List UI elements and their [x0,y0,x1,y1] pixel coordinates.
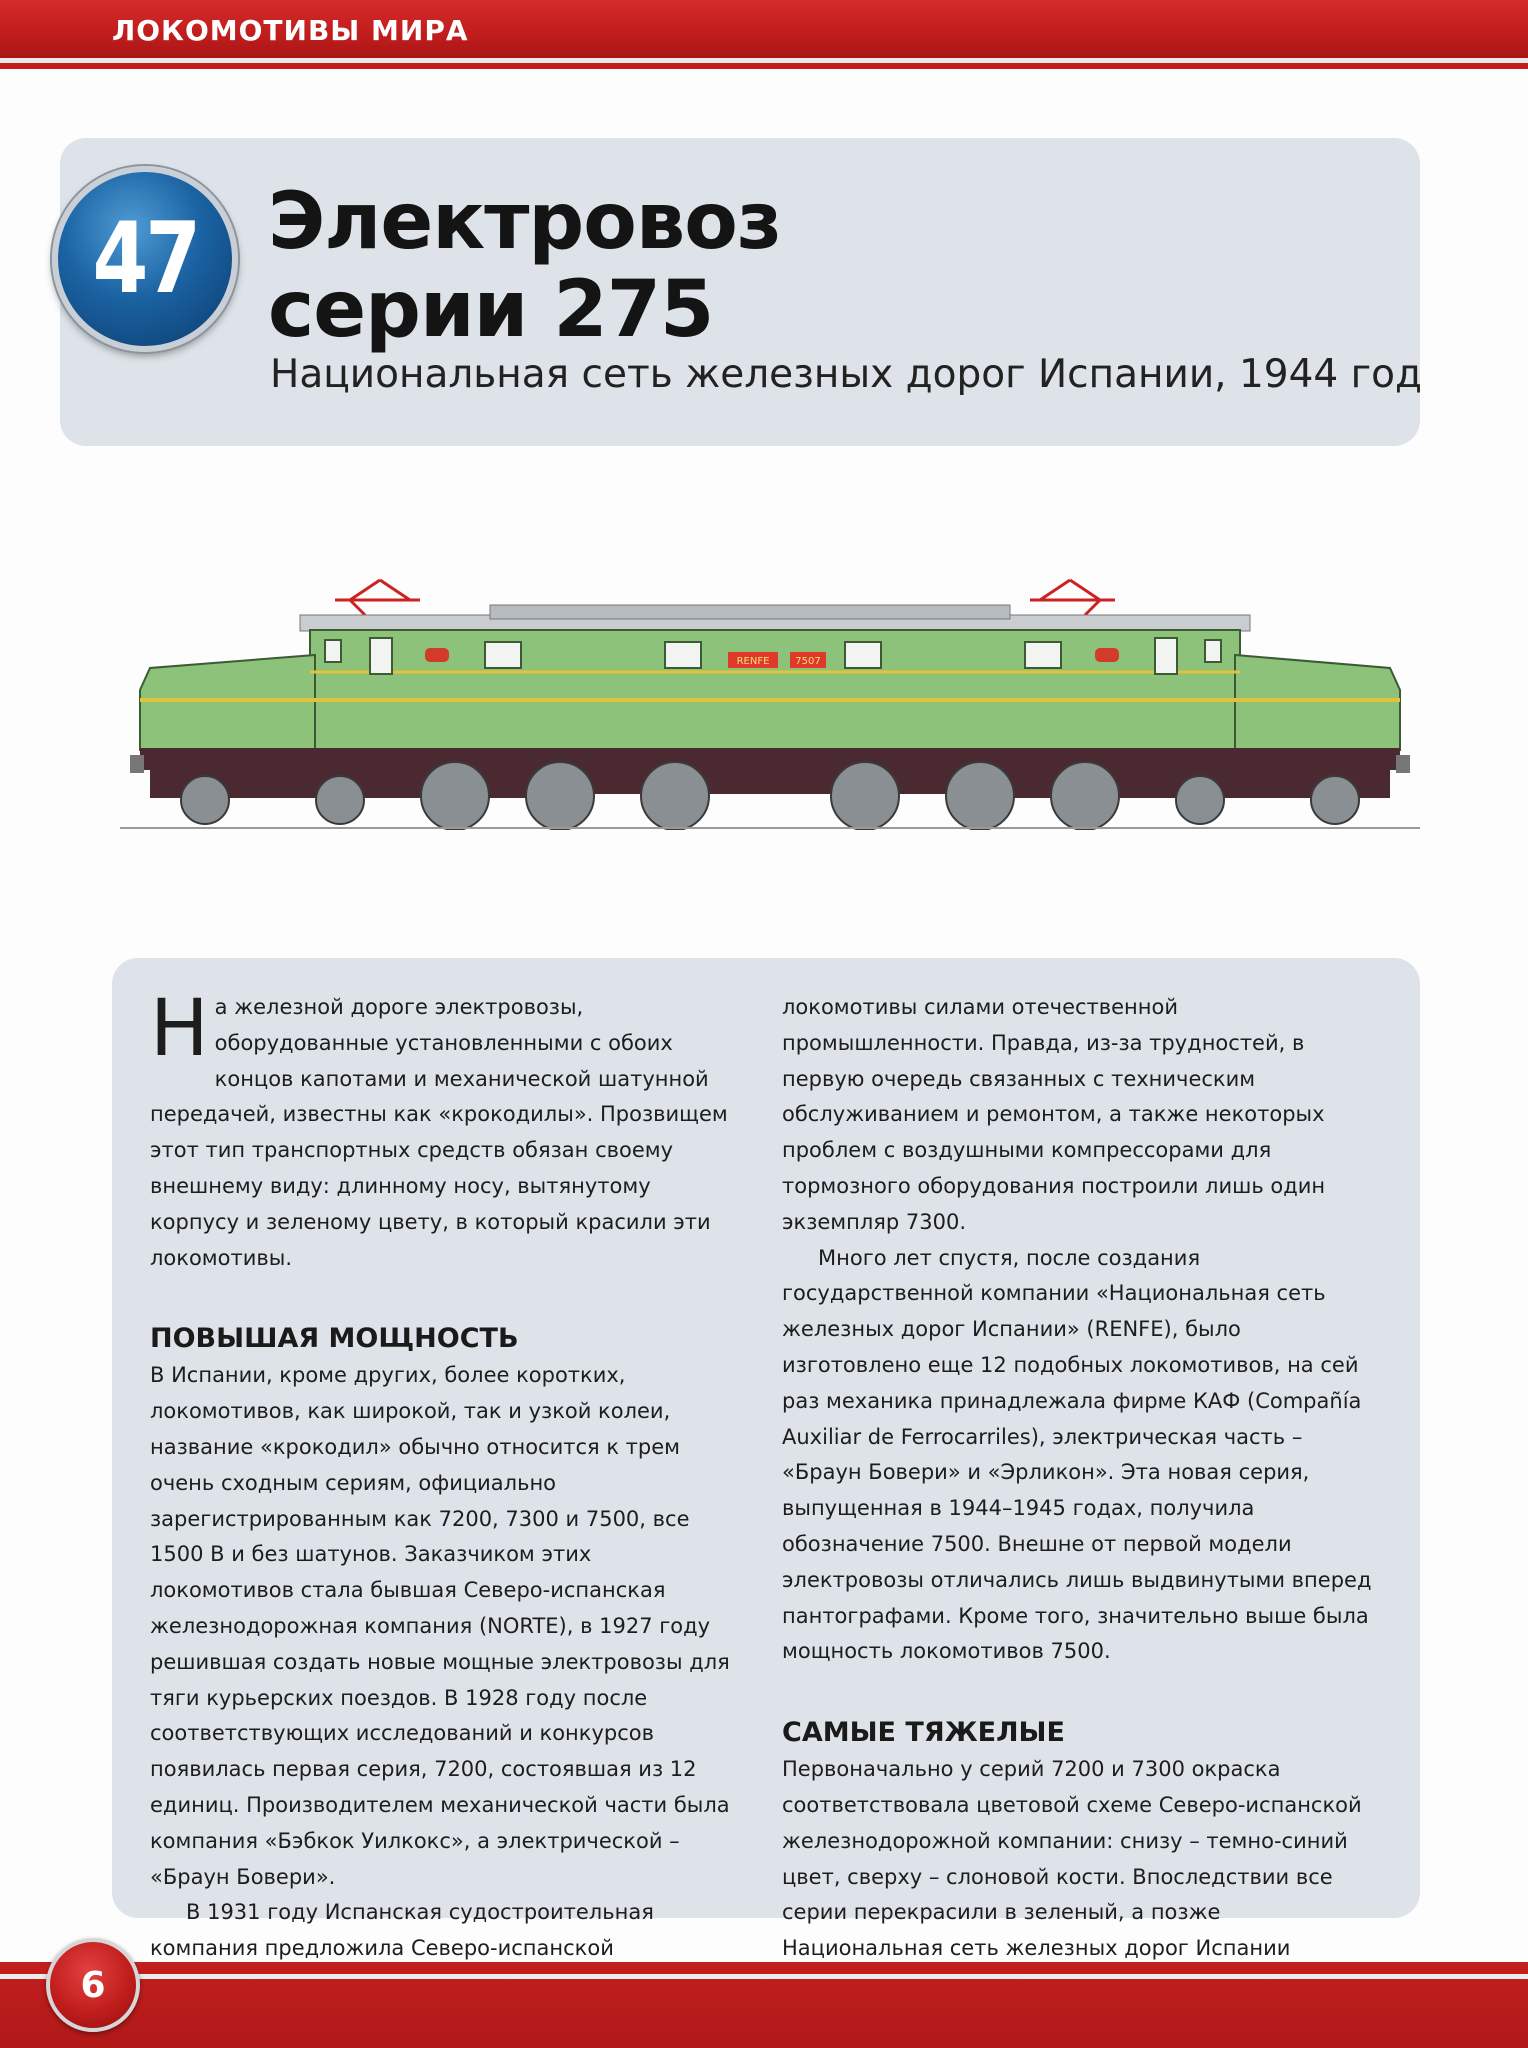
bottom-band-stripe [0,1974,1528,1979]
buffer-right [1396,755,1410,773]
paragraph-4: Первоначально у серий 7200 и 7300 окраска соответствовала цветовой схеме Северо-испанской железнодорожной компании: снизу – темно-синий цвет, сверху – слоновой кости. Впоследствии все серии перекрасили в зеленый, а позже Национальная сеть железных дорог Испании [782,1757,1362,1961]
section-heading-power: ПОВЫШАЯ МОЩНОСТЬ [150,1323,519,1355]
paragraph-2: В 1931 году Испанская судостроительная компания предложила Северо-испанской [150,1900,654,1961]
page-number: 6 [80,1964,106,2006]
paragraph-3: Много лет спустя, после создания государственной компании «Национальная сеть железных дорог Испании» (RENFE), было изготовлено еще 12 подобных локомотивов, на сей раз механика принадлежала фирме КАФ (Compañía Auxiliar de Ferrocarriles), электрическая часть – «Браун Бовери» и «Эрликон». Эта новая серия, выпущенная в 1944–1945 годах, получила обозначение 7500. Внешне от первой модели электровозы отличались лишь выдвинутыми вперед пантографами. Кроме того, значительно выше была мощность локомотивов 7500. [782,1245,1372,1664]
issue-number-badge [52,166,238,352]
roof-equipment [490,605,1010,619]
article-column-left [150,984,740,2039]
center-frame [580,768,960,794]
series-title: ЛОКОМОТИВЫ МИРА [112,14,469,47]
section-heading-heaviest: САМЫЕ ТЯЖЕЛЫЕ [782,1717,1065,1749]
lamp-right [1095,648,1119,662]
lamp-left [425,648,449,662]
paragraph-1: В Испании, кроме других, более коротких, локомотивов, как широкой, так и узкой колеи, название «крокодил» обычно относится к трем очень сходным сериям, официально зарегистрированным как 7200, 7300 и 7500, все 1500 В и без шатунов. Заказчиком этих локомотивов стала бывшая Северо-испанская железнодорожная компания (NORTE), в 1927 году решившая создать новые мощные электровозы для тяги курьерских поездов. В 1928 году после соответствующих исследований и конкурсов появилась первая серия, 7200, состоявшая из 12 единиц. Производителем механической части была компания «Бэбкок Уилкокс», а электрической – «Браун Бовери». [150,1363,730,1889]
title-line-1: Электровоз [268,177,782,267]
pantograph-right [1030,580,1115,615]
dropcap: Н [150,984,209,1074]
pantograph-left [335,580,420,615]
bottom-band [0,1962,1528,2048]
title-line-2: серии 275 [268,265,714,355]
paragraph-2-continued: локомотивы силами отечественной промышленности. Правда, из-за трудностей, в первую очередь связанных с техническим обслуживанием и ремонтом, а также некоторых проблем с воздушными компрессорами для тормозного оборудования построили лишь один экземпляр 7300. [782,995,1326,1234]
issue-number: 47 [92,202,198,316]
page-number-badge [46,1938,140,2032]
hood-left [140,655,315,750]
intro-paragraph: На железной дороге электровозы, оборудованные установленными с обоих концов капотами и механической шатунной передачей, известны как «крокодилы». Прозвищем этот тип транспортных средств обязан своему внешнему виду: длинному носу, вытянутому корпусу и зеленому цвету, в который красили эти локомотивы. [150,984,728,1270]
top-band-lower-line [0,63,1528,69]
frame [140,748,1400,770]
renfe-plate: RENFE [736,656,770,667]
number-plate: 7507 [795,656,821,667]
hood-right [1235,655,1400,750]
page-subtitle: Национальная сеть железных дорог Испании, 1944 год [270,352,1422,397]
buffer-left [130,755,144,773]
article-column-right [782,990,1382,2003]
locomotive-illustration [110,560,1430,830]
page-title [268,178,781,354]
